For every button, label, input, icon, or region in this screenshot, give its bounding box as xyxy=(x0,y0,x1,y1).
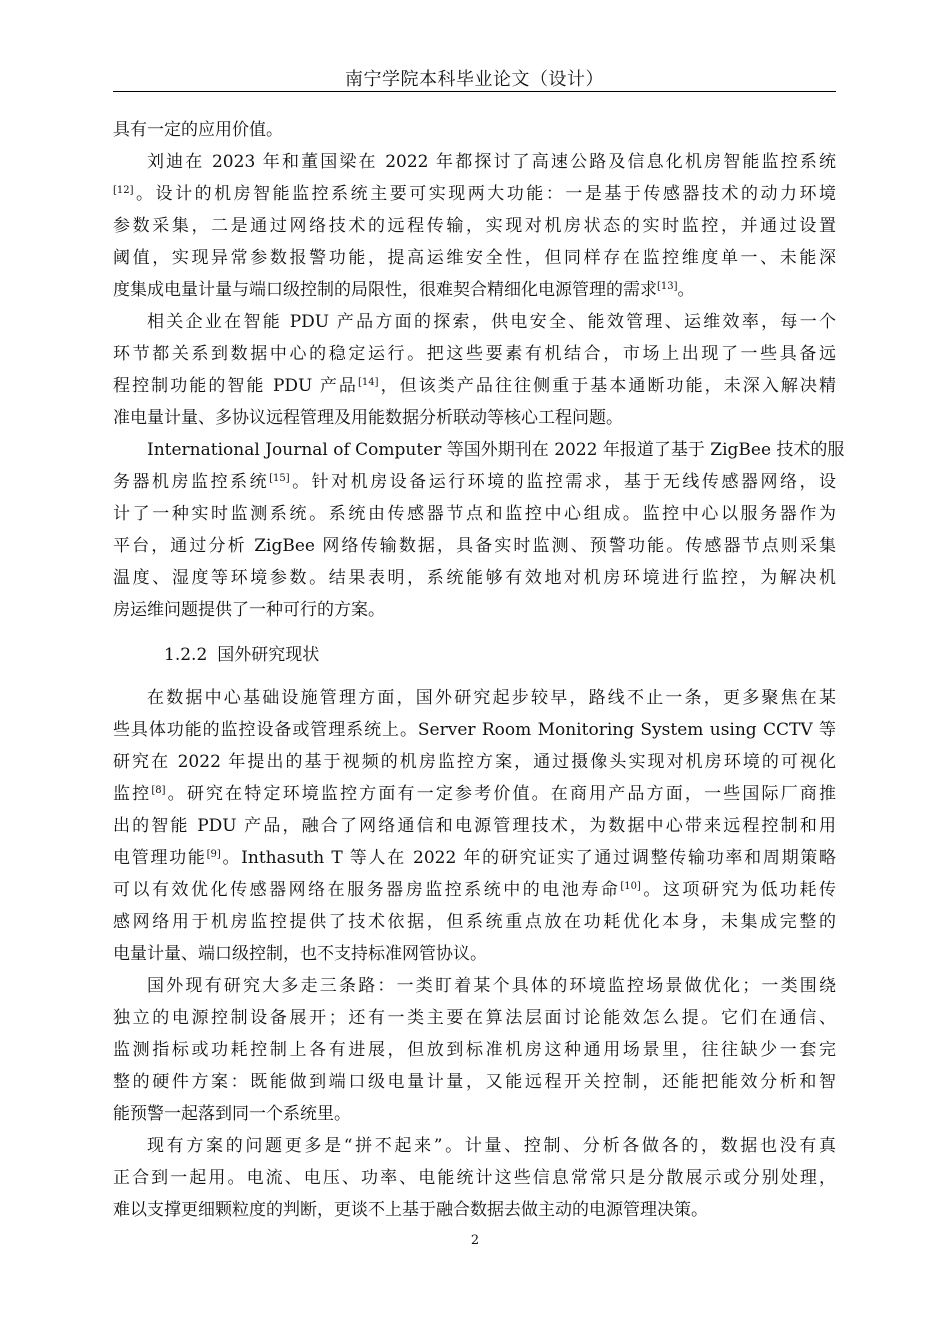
text-line: 温度、湿度等环境参数。结果表明，系统能够有效地对机房环境进行监控，为解决机 xyxy=(113,568,836,588)
section-heading xyxy=(164,642,319,668)
text-line: 计了一种实时监测系统。系统由传感器节点和监控中心组成。监控中心以服务器作为 xyxy=(113,504,836,524)
citation-ref: [8] xyxy=(151,785,166,796)
text-line: 监控[8]。研究在特定环境监控方面有一定参考价值。在商用产品方面，一些国际厂商推 xyxy=(113,784,837,804)
text-line: 平台，通过分析 ZigBee 网络传输数据，具备实时监测、预警功能。传感器节点则采集 xyxy=(113,536,836,556)
page-header: 南宁学院本科毕业论文（设计） xyxy=(345,69,604,90)
paragraph-problems xyxy=(113,1130,836,1226)
text-line: 环节都关系到数据中心的稳定运行。把这些要素有机结合，市场上出现了一些具备远 xyxy=(113,344,836,364)
text-line: 国外现有研究大多走三条路：一类盯着某个具体的环境监控场景做优化；一类围绕 xyxy=(147,976,836,996)
section-title: 国外研究现状 xyxy=(217,645,320,665)
text-line: 准电量计量、多协议远程管理及用能数据分析联动等核心工程问题。 xyxy=(113,408,623,428)
text-line: 正合到一起用。电流、电压、功率、电能统计这些信息常常只是分散展示或分别处理， xyxy=(113,1168,836,1188)
text-line: 参数采集，二是通过网络技术的远程传输，实现对机房状态的实时监控，并通过设置 xyxy=(113,216,836,236)
text-line: 难以支撑更细颗粒度的判断，更谈不上基于融合数据去做主动的电源管理决策。 xyxy=(113,1200,708,1220)
text-line: 出的智能 PDU 产品，融合了网络通信和电源管理技术，为数据中心带来远程控制和用 xyxy=(113,816,836,836)
paragraph-pdu-enterprise xyxy=(113,306,836,434)
text-line: 可以有效优化传感器网络在服务器房监控系统中的电池寿命[10]。这项研究为低功耗传 xyxy=(113,880,837,900)
text-line: 房运维问题提供了一种可行的方案。 xyxy=(113,600,385,620)
text-line: 整的硬件方案：既能做到端口级电量计量，又能远程开关控制，还能把能效分析和智 xyxy=(113,1072,836,1092)
text-line: International Journal of Computer 等国外期刊在 2022 年报道了基于 ZigBee 技术的服 xyxy=(147,440,845,460)
paragraph-foreign-research xyxy=(113,682,836,970)
paragraph-continuation xyxy=(113,114,836,146)
section-number: 1.2.2 xyxy=(164,645,208,665)
citation-ref: [10] xyxy=(620,881,641,892)
text-line: [12]。设计的机房智能监控系统主要可实现两大功能：一是基于传感器技术的动力环境 xyxy=(113,184,836,204)
citation-ref: [13] xyxy=(657,281,678,292)
text-line: 具有一定的应用价值。 xyxy=(113,120,283,140)
text-line: 监测指标或功耗控制上各有进展，但放到标准机房这种通用场景里，往往缺少一套完 xyxy=(113,1040,836,1060)
text-line: 些具体功能的监控设备或管理系统上。Server Room Monitoring System using CCTV 等 xyxy=(113,720,836,740)
text-line: 现有方案的问题更多是“拼不起来”。计量、控制、分析各做各的，数据也没有真 xyxy=(147,1136,836,1156)
text-line: 刘迪在 2023 年和董国梁在 2022 年都探讨了高速公路及信息化机房智能监控系统 xyxy=(147,152,836,172)
text-line: 感网络用于机房监控提供了技术依据，但系统重点放在功耗优化本身，未集成完整的 xyxy=(113,912,836,932)
text-line: 务器机房监控系统[15]。针对机房设备运行环境的监控需求，基于无线传感器网络，设 xyxy=(113,472,837,492)
text-line: 在数据中心基础设施管理方面，国外研究起步较早，路线不止一条，更多聚焦在某 xyxy=(147,688,836,708)
text-line: 电管理功能[9]。Inthasuth T 等人在 2022 年的研究证实了通过调整传输功率和周期策略 xyxy=(113,848,837,868)
paragraph-liudi xyxy=(113,146,836,306)
citation-ref: [9] xyxy=(206,849,221,860)
text-line: 研究在 2022 年提出的基于视频的机房监控方案，通过摄像头实现对机房环境的可视化 xyxy=(113,752,836,772)
text-line: 阈值，实现异常参数报警功能，提高运维安全性，但同样存在监控维度单一、未能深 xyxy=(113,248,836,268)
header-divider xyxy=(113,91,836,92)
text-line: 能预警一起落到同一个系统里。 xyxy=(113,1104,351,1124)
citation-ref: [15] xyxy=(269,473,290,484)
text-line: 独立的电源控制设备展开；还有一类主要在算法层面讨论能效怎么提。它们在通信、 xyxy=(113,1008,836,1028)
text-line: 相关企业在智能 PDU 产品方面的探索，供电安全、能效管理、运维效率，每一个 xyxy=(147,312,836,332)
paragraph-three-routes xyxy=(113,970,836,1130)
text-line: 电量计量、端口级控制，也不支持标准网管协议。 xyxy=(113,944,487,964)
page-number: 2 xyxy=(470,1233,480,1248)
citation-ref: [12] xyxy=(113,185,134,196)
paragraph-zigbee xyxy=(113,434,845,626)
citation-ref: [14] xyxy=(357,377,379,388)
text-line: 程控制功能的智能 PDU 产品[14]，但该类产品往往侧重于基本通断功能，未深入解决精 xyxy=(113,376,837,396)
text-line: 度集成电量计量与端口级控制的局限性，很难契合精细化电源管理的需求[13]。 xyxy=(113,280,695,300)
